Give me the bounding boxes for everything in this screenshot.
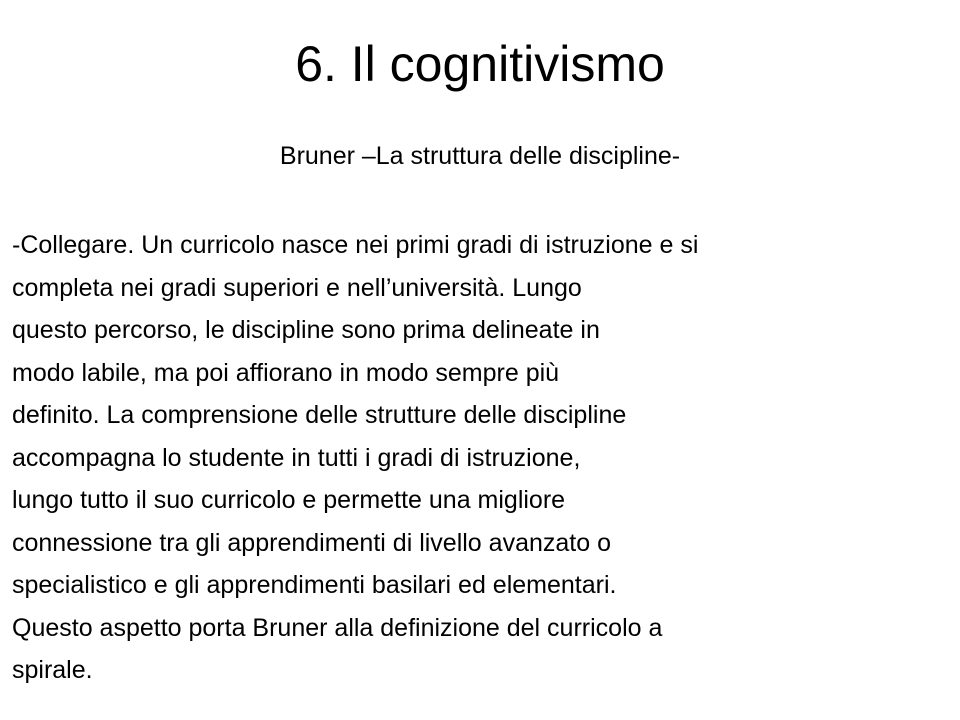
slide-title: 6. Il cognitivismo <box>295 36 665 92</box>
body-line: modo labile, ma poi affiorano in modo sempre più <box>12 358 560 387</box>
body-line: definito. La comprensione delle strutture delle discipline <box>12 401 627 429</box>
body-line: spirale. <box>12 656 93 684</box>
body-line: questo percorso, le discipline sono prima delineate in <box>12 316 600 344</box>
body-line: connessione tra gli apprendimenti di livello avanzato o <box>12 528 611 557</box>
body-line: -Collegare. Un curricolo nasce nei primi gradi di istruzione e si <box>12 231 699 259</box>
body-line: specialistico e gli apprendimenti basilari ed elementari. <box>12 571 617 599</box>
body-line: accompagna lo studente in tutti i gradi di istruzione, <box>12 443 581 472</box>
body-line: Questo aspetto porta Bruner alla definizione del curricolo a <box>12 613 663 642</box>
body-line: completa nei gradi superiori e nell’università. Lungo <box>12 273 582 302</box>
body-line: lungo tutto il suo curricolo e permette una migliore <box>12 486 566 514</box>
slide-subtitle: Bruner –La struttura delle discipline- <box>279 142 681 170</box>
body-text <box>12 224 952 692</box>
